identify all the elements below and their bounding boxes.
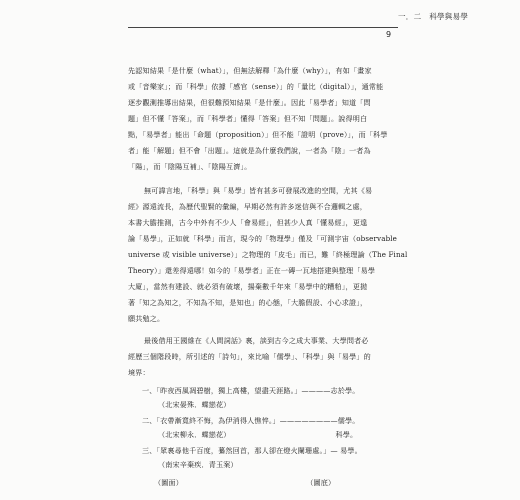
page-number: 9 bbox=[386, 30, 392, 39]
text-line: 經》源遠流長，為歷代聖賢的彙編，早期必然有許多迷信與不合邏輯之處， bbox=[128, 202, 368, 211]
text-line: 經歷三個階段時，所引述的「詩句」，來比喻「儒學」、「科學」與「易學」的 bbox=[128, 352, 371, 361]
text-line: 先認知結果「是什麼（what）」，但無法解釋「為什麼（why）」，有如「畫家 bbox=[128, 66, 372, 75]
text-line: 無可諱言地，「科學」與「易學」皆有甚多可發展改進的空間，尤其《易 bbox=[144, 186, 373, 195]
header-rule bbox=[128, 27, 398, 28]
text-line: 點，「易學者」能出「命題（proposition）」但不能「證明（prove）」，而「科學 bbox=[128, 130, 388, 139]
text-line: 「陽」，而「陰陽互補」、「陰陽互濟」。 bbox=[128, 162, 252, 171]
text-line: 者」能「解題」但不會「出題」。這就是為什麼我們說，一者為「陰」一者為 bbox=[128, 146, 371, 155]
verse-source: （北宋柳永．蝶戀花） 科學。 bbox=[158, 430, 358, 439]
text-line: 題」但不懂「答案」，而「科學者」懂得「答案」但不知「問題」。說得明白 bbox=[128, 114, 368, 123]
text-line: 或「音樂家」；而「科學」依據「感官（sense）」的「量比（digital）」，通常能 bbox=[128, 82, 384, 91]
text-line: 境界： bbox=[128, 368, 150, 377]
text-line: 最後借用王國維在《人間詞話》裏，談到古今之成大事業、大學問者必 bbox=[144, 336, 369, 345]
verse-line: 三、「眾裏尋他千百度，驀然回首，那人卻在燈火闌珊處。」— 易學。 bbox=[142, 446, 362, 455]
text-line: 著「知之為知之，不知為不知，是知也」的心態，「大膽假設、小心求證」， bbox=[128, 298, 368, 307]
text-line: 論「易學」，正如就「科學」而言，現今的「物理學」僅及「可測宇宙（observable bbox=[128, 234, 398, 243]
verse-line: 二、「衣帶漸寬終不悔，為伊消得人憔悴。」————————儒學。 bbox=[142, 416, 360, 425]
text-line: Theory）」還差得遠哪！如今的「易學者」正在一磚一瓦地搭建與整理「易學 bbox=[128, 266, 376, 275]
text-line: 逐步觀測推導出結果，但很難預知結果「是什麼」。因此「易學者」知道「問 bbox=[128, 98, 371, 107]
text-line: 願共勉之。 bbox=[128, 314, 165, 323]
text-line: universe 或 visible universe）」之物理的「皮毛」而已，難「終極理論（The Final bbox=[128, 250, 408, 259]
text-line: 大廈」，當然有建設、就必須有破壞，揚棄數千年來「易學中的糟粕」，更拋 bbox=[128, 282, 368, 291]
running-header: 一．二 科學與易學 bbox=[398, 12, 469, 21]
text-line: 本書大膽推測，古今中外有不少人「會易經」，但甚少人真「懂易經」，更遑 bbox=[128, 218, 368, 227]
verse-source: （南宋辛棄疾．青玉案） bbox=[158, 460, 238, 469]
figure-caption: （圖面） （圖底） bbox=[154, 478, 336, 487]
verse-source: （北宋晏殊．蝶戀花） bbox=[158, 400, 231, 409]
verse-line: 一、「昨夜西風凋碧樹，獨上高樓，望盡天涯路。」————志於學。 bbox=[142, 386, 360, 395]
